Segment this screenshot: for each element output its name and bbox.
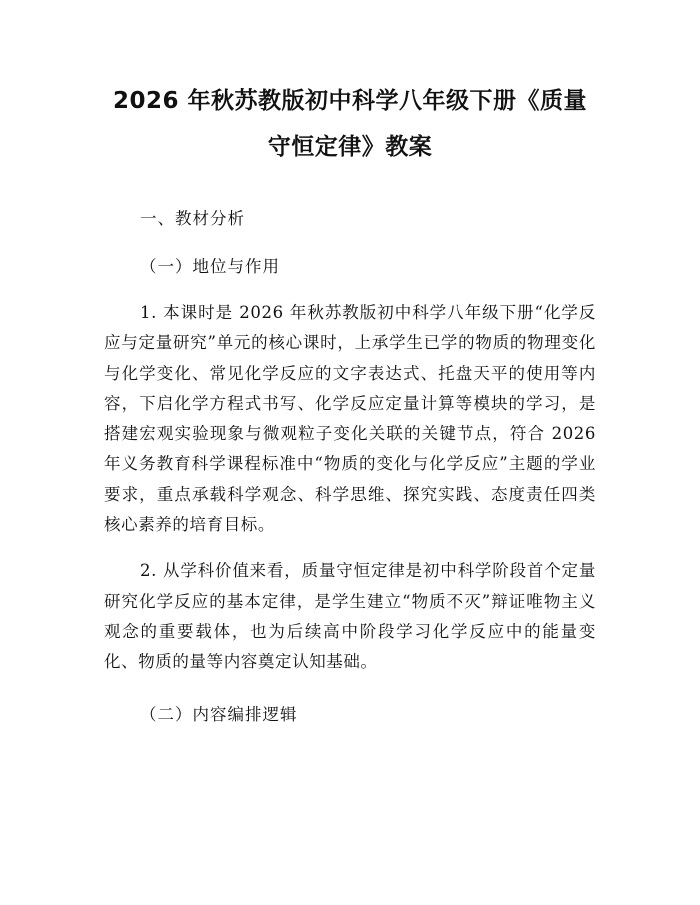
paragraph-1: 1. 本课时是 2026 年秋苏教版初中科学八年级下册“化学反应与定量研究”单元的核心课时，上承学生已学的物质的物理变化与化学变化、常见化学反应的文字表达式、托盘天平的使用等内容，下启化学方程式书写、化学反应定量计算等模块的学习，是搭建宏观实验现象与微观粒子变化关联的关键节点，符合 2026 年义务教育科学课程标准中“物质的变化与化学反应”主题的学业要求，重点承载科学观念、科学思维、探究实践、态度责任四类核心素养的培育目标。 (104, 303, 596, 535)
paragraph-2: 2. 从学科价值来看，质量守恒定律是初中科学阶段首个定量研究化学反应的基本定律，是学生建立“物质不灭”辩证唯物主义观念的重要载体，也为后续高中阶段学习化学反应中的能量变化、物质的量等内容奠定认知基础。 (104, 561, 596, 672)
document-title (104, 78, 596, 170)
subsection-heading-position-role: （一）地位与作用 (140, 257, 280, 276)
section-heading-textbook-analysis: 一、教材分析 (140, 209, 245, 228)
subsection-heading-content-arrangement: （二）内容编排逻辑 (140, 704, 298, 724)
title-line-2: 守恒定律》教案 (267, 134, 433, 160)
title-line-1: 2026 年秋苏教版初中科学八年级下册《质量 (112, 88, 588, 114)
